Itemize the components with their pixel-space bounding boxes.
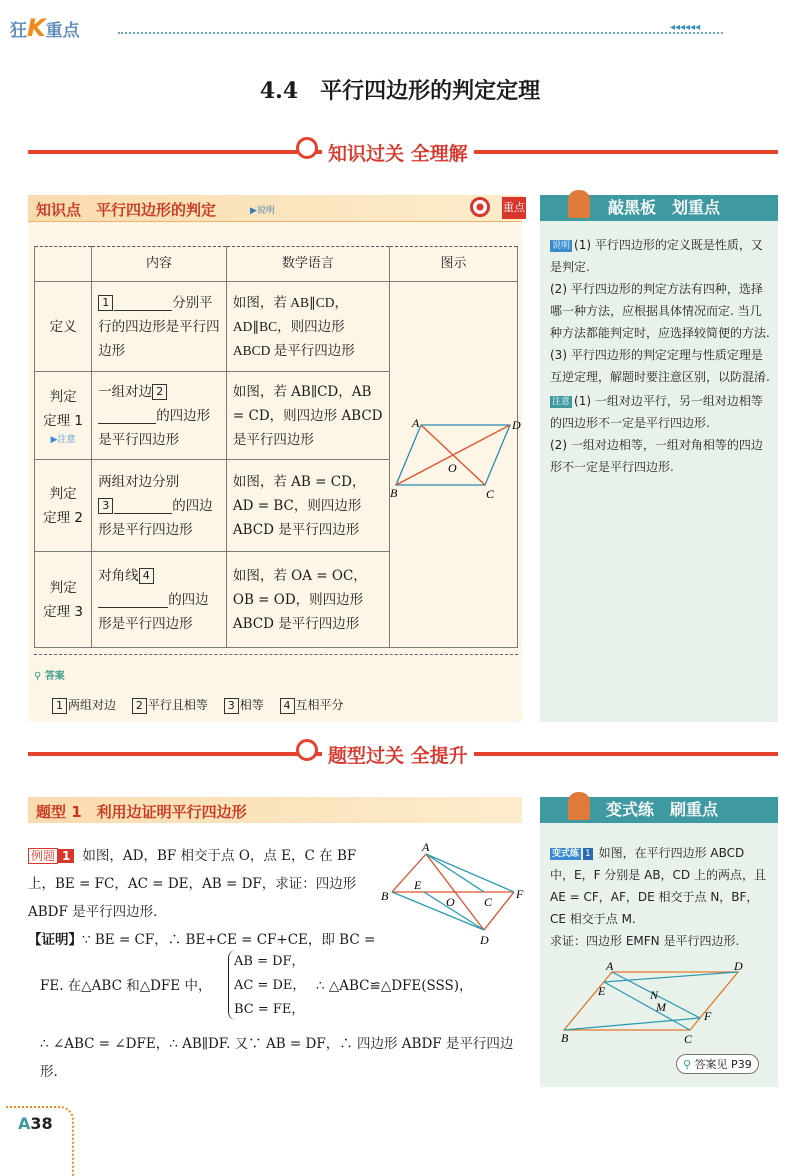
label-e: E xyxy=(414,878,422,892)
banner-practice: 题型过关 全提升 xyxy=(322,741,474,768)
banner-icon xyxy=(296,739,318,761)
label-o: O xyxy=(447,461,457,475)
label-a: A xyxy=(422,840,430,854)
col-math: 数学语言 xyxy=(226,247,389,282)
label-b: B xyxy=(389,486,398,500)
variant-figure xyxy=(561,959,772,1047)
variant-content: 变式练 1 如图，在平行四边形 ABCD 中，E，F 分别是 AB，CD 上的两点，且 AE = CF，AF，DE 相交于点 N，BF，CE 相交于点 M. 求证：四边形 EMFN 是平行四边形. xyxy=(550,846,766,948)
row-math: 如图，若 AB∥CD，AD∥BC，则四边形 ABCD 是平行四边形 xyxy=(226,282,389,372)
example-problem: 例题 1 如图，AD，BF 相交于点 O，点 E，C 在 BF 上，BE = FC，AC = DE，AB = DF，求证：四边形 ABDF 是平行四边形. xyxy=(28,848,357,920)
target-icon xyxy=(470,197,490,217)
label-a: A xyxy=(411,416,420,430)
proof-line-2a: FE. 在△ABC 和△DFE 中， xyxy=(40,978,212,994)
segment-af xyxy=(426,854,514,892)
header-arrows: ◂◂◂◂◂◂ xyxy=(670,22,701,33)
knowledge-table xyxy=(34,246,521,648)
col-content: 内容 xyxy=(92,247,227,282)
equation-system: AB = DF， AC = DE， BC = FE， xyxy=(234,954,306,1017)
answer-reference[interactable]: ⚲ 答案见 P39 xyxy=(676,1054,759,1074)
answer-list: 1 两组对边 2 平行且相等 3 相等 4 互相平分 xyxy=(52,696,356,714)
student-icon xyxy=(568,792,590,820)
type-heading: 题型 1 利用边证明平行四边形 xyxy=(36,803,247,821)
blackboard-title: 敲黑板 划重点 xyxy=(540,195,778,221)
teacher-icon xyxy=(568,190,590,218)
row-content: 1 分别平行的四边形是平行四边形 xyxy=(92,282,227,372)
label-o: O xyxy=(446,895,455,909)
label-c: C xyxy=(485,487,494,501)
label-m: M xyxy=(656,1000,666,1014)
proof-line-3: ∴ ∠ABC = ∠DFE，∴ AB∥DF. 又∵ AB = DF，∴ 四边形 ABDF 是平行四边形. xyxy=(40,1036,514,1080)
banner-knowledge: 知识过关 全理解 xyxy=(322,139,474,166)
label-c: C xyxy=(684,1032,693,1046)
row-math: 如图，若 AB = CD，AD = BC，则四边形 ABCD 是平行四边形 xyxy=(226,460,389,552)
col-figure: 图示 xyxy=(389,247,517,282)
figure-cell xyxy=(389,282,521,648)
table-row xyxy=(35,282,518,372)
row-name: 定义 xyxy=(35,282,92,372)
answer-divider xyxy=(34,654,518,655)
row-math: 如图，若 OA = OC，OB = OD，则四边形 ABCD 是平行四边形 xyxy=(226,552,389,648)
row-math: 如图，若 AB∥CD，AB = CD，则四边形 ABCD 是平行四边形 xyxy=(226,372,389,460)
label-d: D xyxy=(480,933,489,947)
row-content: 对角线 4的四边形是平行四边形 xyxy=(92,552,227,648)
diagonal-bd xyxy=(396,425,510,485)
label-d: D xyxy=(511,418,521,432)
segment-ac xyxy=(426,854,484,892)
proof-line-1: 【证明】∵ BE = CF，∴ BE+CE = CF+CE，即 BC = xyxy=(28,932,376,948)
row-name: 判定 定理 3 xyxy=(35,552,92,648)
variant-title: 变式练 刷重点 xyxy=(540,797,778,823)
row-name: 判定 定理 2 xyxy=(35,460,92,552)
label-c: C xyxy=(484,895,493,909)
label-f: F xyxy=(516,887,524,901)
label-b: B xyxy=(381,889,389,903)
blackboard-content: 说明 (1) 平行四边形的定义既是性质，又是判定. (2) 平行四边形的判定方法有四种，选择哪一种方法，应根据具体情况而定. 当几种方法都能判定时，应选择较简便的方法. (3) 平行四边形的判定定理与性质定理是互逆定理，解题时要注意区别，以防混淆. 注意 (1) 一组对边平行，另一组对边相等的四边形不一定是平行四边形. (2) 一组对边相等，一组对角相等的四边形不一定是平行四边形. xyxy=(550,238,770,474)
label-e: E xyxy=(598,984,606,998)
knowledge-note: ▶说明 xyxy=(250,206,275,216)
row-name: 判定 定理 1 ▶注意 xyxy=(35,372,92,460)
segment-ed xyxy=(604,972,738,982)
label-d: D xyxy=(734,959,743,973)
page-number: A38 xyxy=(18,1114,53,1133)
table-header-row xyxy=(35,247,518,282)
label-n: N xyxy=(650,988,659,1002)
label-b: B xyxy=(561,1031,569,1045)
banner-icon xyxy=(296,137,318,159)
row-content: 一组对边 2的四边形是平行四边形 xyxy=(92,372,227,460)
page-title: 4.4 平行四边形的判定定理 xyxy=(259,78,541,104)
label-f: F xyxy=(704,1009,712,1023)
row-content: 两组对边分别 3 的四边形是平行四边形 xyxy=(92,460,227,552)
key-badge: 重点 xyxy=(502,197,526,219)
label-a: A xyxy=(606,959,614,973)
answer-label: ⚲ 答案 xyxy=(34,671,65,682)
parallelogram-figure xyxy=(390,417,520,517)
header-divider xyxy=(118,32,723,34)
proof-line-2b: ∴ △ABC≌△DFE(SSS)， xyxy=(316,978,473,994)
brand-logo: 狂K重点 xyxy=(10,14,80,42)
knowledge-heading: 知识点 平行四边形的判定 xyxy=(36,201,217,219)
